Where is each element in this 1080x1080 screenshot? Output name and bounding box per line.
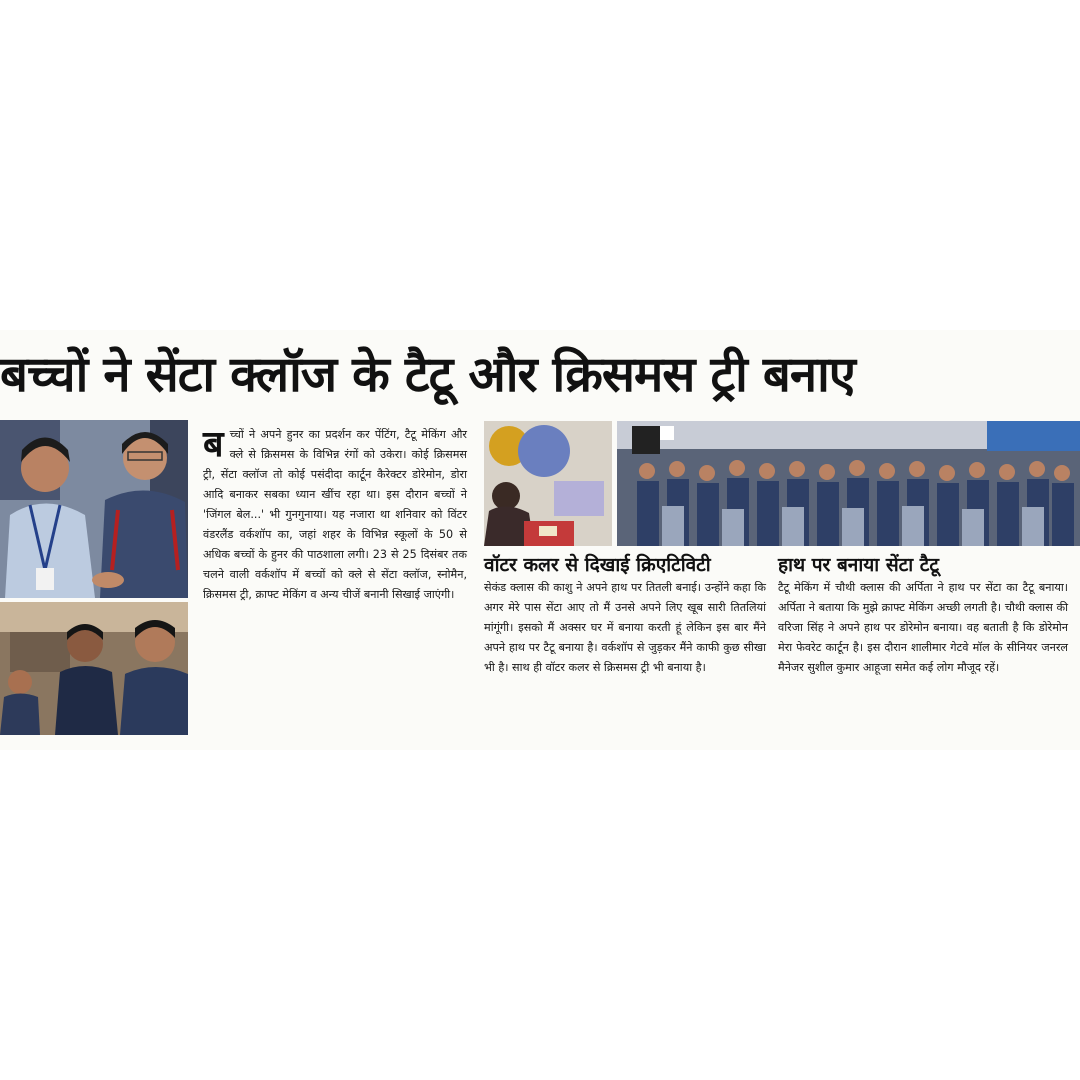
dropcap-letter: ब xyxy=(203,424,224,465)
photo-girls-with-tattoo xyxy=(0,420,188,598)
section2-article: टैटू मेकिंग में चौथी क्लास की अर्पिता ने हाथ पर सेंटा का टैटू बनाया। अर्पिता ने बताया कि मुझे क्राफ्ट मेकिंग अच्छी लगती है। चौथी क्लास की वरिजा सिंह ने अपने हाथ पर डोरेमोन बनाया। वह बताती है कि डोरेमोन मेरा फेवरेट कार्टून है। इस दौरान शालीमार गेटवे मॉल के सीनियर जनरल मैनेजर सुशील कुमार आहूजा समेत कई लोग मौजूद रहें। xyxy=(778,581,1068,674)
section1-article: सेकंड क्लास की काशु ने अपने हाथ पर तितली बनाई। उन्होंने कहा कि अगर मेरे पास सेंटा आए तो मैं उनसे अपने लिए खूब सारी तितलियां मांगूंगी। इसको मैं अक्सर घर में बनाया करती हूं लेकिन इस बार मैंने अपने हाथ पर टैटू बनाया है। वर्कशॉप से जुड़कर मैंने काफी कुछ सीखा भी है। साथ ही वॉटर कलर से क्रिसमस ट्री भी बनाया है। xyxy=(484,581,766,674)
intro-text: च्चों ने अपने हुनर का प्रदर्शन कर पेंटिंग, टैटू मेकिंग और क्ले से क्रिसमस के विभिन्न रंगों को उकेरा। कोई क्रिसमस ट्री, सेंटा क्लॉज तो कोई पसंदीदा कार्टून कैरेक्टर डोरेमोन, डोरा आदि बनाकर सबका ध्यान खींच रहा था। इस दौरान बच्चों ने 'जिंगल बेल...' भी गुनगुनाया। यह नजारा था शनिवार को विंटर वंडरलैंड वर्कशॉप का, जहां शहर के विभिन्न स्कूलों के 50 से अधिक बच्चों के हुनर की पाठशाला लगी। 23 से 25 दिसंबर तक चलने वाली वर्कशॉप में बच्चों को क्ले से सेंटा क्लॉज, स्नोमैन, क्रिसमस ट्री, क्राफ्ट मेकिंग व अन्य चीजें बनानी सिखाई जाएंगी। xyxy=(203,428,467,601)
photo-group-students xyxy=(617,421,1080,546)
headline: बच्चों ने सेंटा क्लॉज के टैटू और क्रिसमस ट्री बनाए xyxy=(0,346,855,403)
section2-heading: हाथ पर बनाया सेंटा टैटू xyxy=(778,554,939,576)
photo-boys-workshop xyxy=(0,602,188,735)
intro-article xyxy=(203,425,467,745)
section1-heading: वॉटर कलर से दिखाई क्रिएटिविटी xyxy=(484,554,711,576)
photo-child-painting xyxy=(484,421,612,546)
